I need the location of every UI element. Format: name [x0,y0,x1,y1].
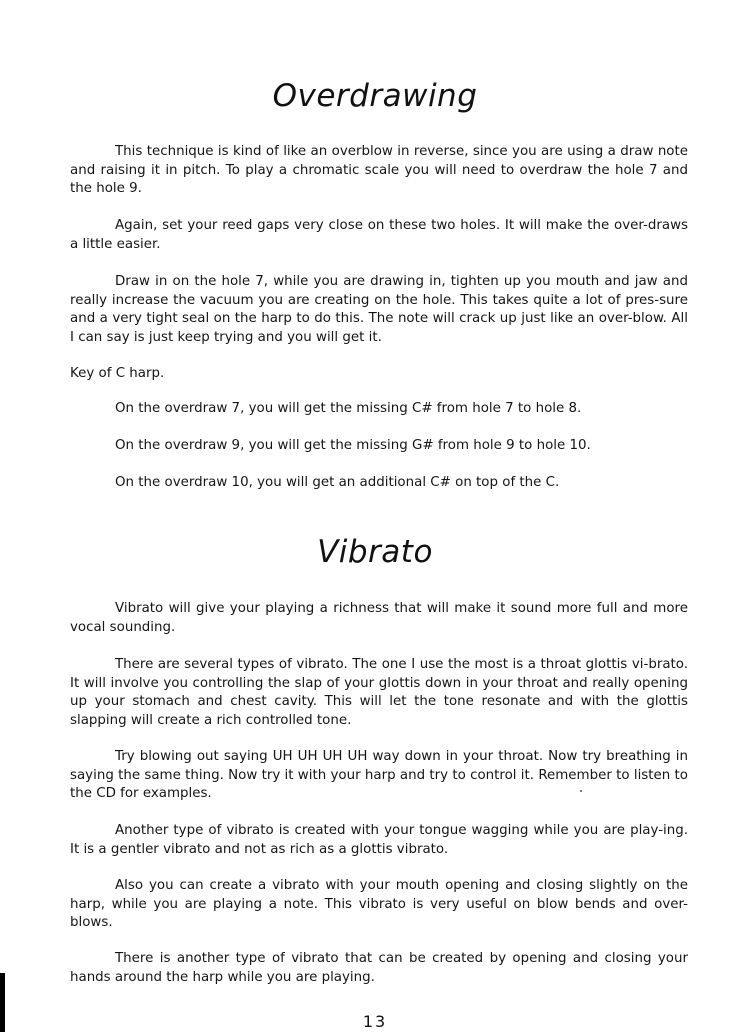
overdrawing-paragraph-3: Draw in on the hole 7, while you are drawing in, tighten up you mouth and jaw and really increase the vacuum you are creating on the hole. This takes quite a lot of pres-sure and a very tight seal on the harp to do this. The note will crack up just like an over-blow. All I can say is just keep trying and you will get it. [70,274,688,345]
overdraw-note-9: On the overdraw 9, you will get the missing G# from hole 9 to hole 10. [115,438,591,453]
page-number: 13 [362,1012,388,1031]
vibrato-paragraph-4: Another type of vibrato is created with your tongue wagging while you are play-ing. It is a gentler vibrato and not as rich as a glottis vibrato. [70,823,688,857]
vibrato-paragraph-3: Try blowing out saying UH UH UH UH way down in your throat. Now try breathing in saying the same thing. Now try it with your harp and try to control it. Remember to listen to the CD for examples. [70,749,688,801]
scan-speck [580,790,582,792]
vibrato-paragraph-1: Vibrato will give your playing a richness that will make it sound more full and more vocal sounding. [70,601,688,635]
overdraw-note-7: On the overdraw 7, you will get the missing C# from hole 7 to hole 8. [115,401,582,416]
key-of-c-label: Key of C harp. [70,366,165,381]
overdrawing-paragraph-1: This technique is kind of like an overblow in reverse, since you are using a draw note and raising it in pitch. To play a chromatic scale you will need to overdraw the hole 7 and the hole 9. [70,144,688,196]
overdrawing-paragraph-2: Again, set your reed gaps very close on these two holes. It will make the over-draws a little easier. [70,218,688,252]
section-title-overdrawing: Overdrawing [272,78,478,114]
vibrato-paragraph-5: Also you can create a vibrato with your mouth opening and closing slightly on the harp, while you are playing a note. This vibrato is very useful on blow bends and over-blows. [70,878,688,930]
vibrato-paragraph-2: There are several types of vibrato. The one I use the most is a throat glottis vi-brato. It will involve you controlling the slap of your glottis down in your throat and really opening up your stomach and chest cavity. This will let the tone resonate and with the glottis slapping will create a rich controlled tone. [70,657,688,728]
scan-margin-mark [0,973,5,1032]
vibrato-paragraph-6: There is another type of vibrato that can be created by opening and closing your hands around the harp while you are playing. [70,951,688,985]
section-title-vibrato: Vibrato [317,534,433,570]
overdraw-note-10: On the overdraw 10, you will get an additional C# on top of the C. [115,475,560,490]
